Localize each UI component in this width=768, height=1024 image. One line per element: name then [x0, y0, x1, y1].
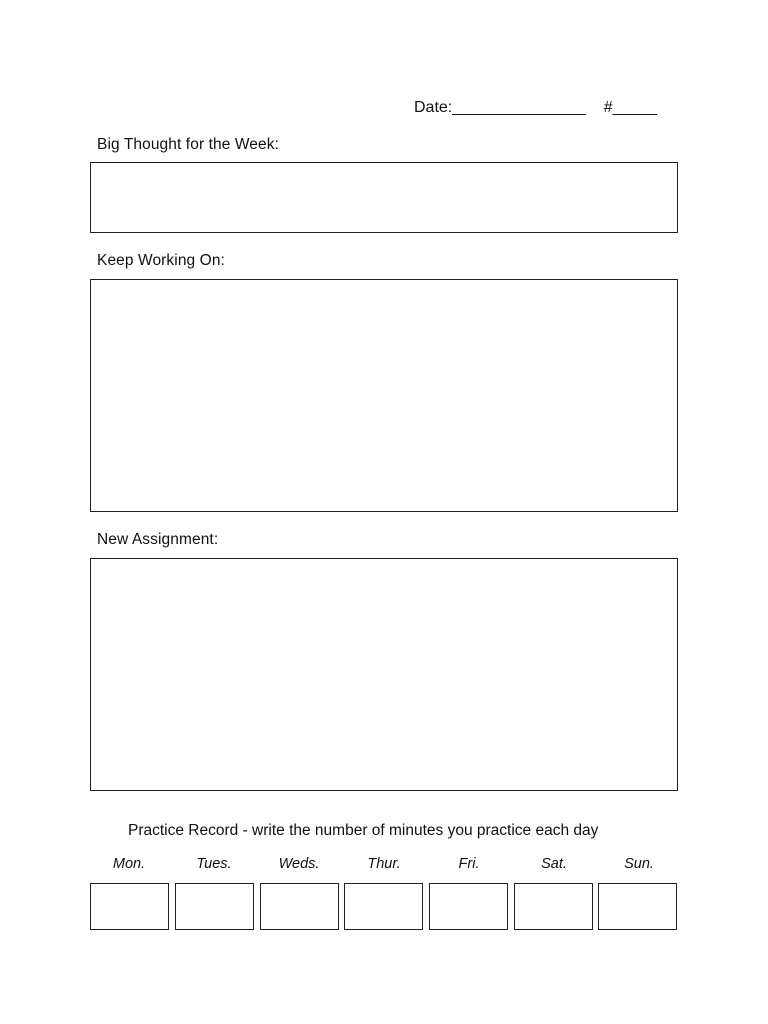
big-thought-label: Big Thought for the Week:	[97, 136, 280, 153]
number-field[interactable]: #_____	[603, 99, 658, 116]
day-label-sat: Sat.	[541, 856, 567, 872]
day-label-thu: Thur.	[367, 856, 401, 872]
new-assignment-box[interactable]	[90, 558, 678, 791]
day-label-tue: Tues.	[196, 856, 232, 872]
practice-record-title: Practice Record - write the number of minutes you practice each day	[128, 822, 599, 839]
practice-box-fri[interactable]	[429, 883, 508, 930]
day-label-sun: Sun.	[624, 856, 654, 872]
practice-days-row	[90, 856, 678, 876]
practice-box-thu[interactable]	[344, 883, 423, 930]
day-label-mon: Mon.	[112, 856, 146, 872]
practice-box-wed[interactable]	[260, 883, 339, 930]
day-label-fri: Fri.	[458, 856, 480, 872]
practice-box-tue[interactable]	[175, 883, 254, 930]
new-assignment-label: New Assignment:	[97, 531, 219, 548]
practice-box-sat[interactable]	[514, 883, 593, 930]
date-field[interactable]: Date:_______________	[414, 99, 586, 116]
practice-box-sun[interactable]	[598, 883, 677, 930]
keep-working-label: Keep Working On:	[97, 252, 225, 269]
date-number-header	[414, 99, 657, 117]
practice-box-mon[interactable]	[90, 883, 169, 930]
big-thought-box[interactable]	[90, 162, 678, 233]
keep-working-box[interactable]	[90, 279, 678, 512]
day-label-wed: Weds.	[278, 856, 320, 872]
